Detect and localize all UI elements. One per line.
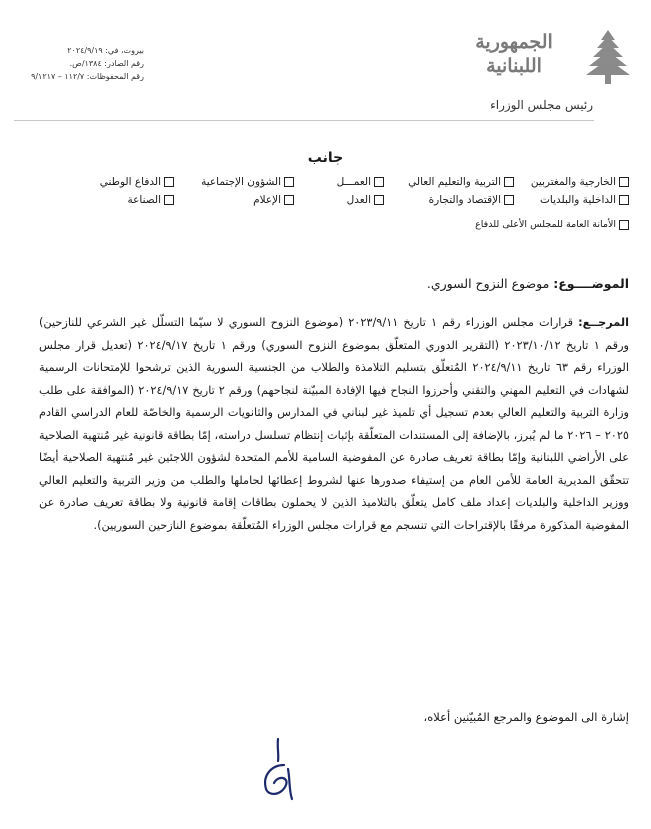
list-item: الصناعة — [84, 194, 174, 206]
checkbox-icon — [619, 177, 629, 187]
list-item: الإقتصاد والتجارة — [394, 194, 514, 206]
subject-text: موضوع النزوح السوري. — [426, 276, 550, 291]
cedar-logo-icon — [585, 28, 631, 86]
checkbox-icon — [504, 177, 514, 187]
reference-label: المرجــع: — [578, 316, 629, 329]
header-divider — [14, 120, 594, 121]
reference-numbers — [14, 44, 144, 83]
ref-date: بيروت، في: ٢٠٢٤/٩/١٩ — [67, 46, 144, 55]
checkbox-icon — [619, 220, 629, 230]
subject-label: الموضــــوع: — [553, 276, 629, 291]
distribution-list — [49, 176, 629, 206]
ref-archive-number: رقم المحفوظات: ١١٢/٧ – ٩/١٢١٧ — [31, 72, 144, 81]
reference-paragraph — [39, 312, 629, 537]
republic-title: الجمهورية اللبنانية — [475, 31, 553, 77]
distribution-heading: جانب — [307, 150, 344, 166]
list-item: التربية والتعليم العالي — [394, 176, 514, 188]
checkbox-icon — [284, 177, 294, 187]
checkbox-icon — [374, 177, 384, 187]
list-item: الداخلية والبلديات — [524, 194, 629, 206]
list-item: الأمانة العامة للمجلس الأعلى للدفاع — [475, 219, 629, 230]
list-item: الشؤون الإجتماعية — [184, 176, 294, 188]
closing-line: إشارة الى الموضوع والمرجع المُبيّنين أعلاه، — [423, 710, 629, 724]
list-item: الإعلام — [184, 194, 294, 206]
checkbox-icon — [164, 177, 174, 187]
checkbox-icon — [284, 195, 294, 205]
letterhead-emblem — [451, 20, 631, 115]
ref-outgoing-number: رقم الصادر: ١٣٨٤/ص. — [69, 59, 144, 68]
checkbox-icon — [619, 195, 629, 205]
checkbox-icon — [374, 195, 384, 205]
list-item: العمـــل — [304, 176, 384, 188]
subject-line — [427, 276, 629, 291]
checkbox-icon — [504, 195, 514, 205]
checkbox-icon — [164, 195, 174, 205]
list-item: الدفاع الوطني — [84, 176, 174, 188]
list-item: العدل — [304, 194, 384, 206]
list-item: الخارجية والمغتربين — [524, 176, 629, 188]
reference-text: قرارات مجلس الوزراء رقم ١ تاريخ ٢٠٢٣/٩/١١ (موضوع النزوح السوري لا سيّما التسلّل غير الشرعي للنازحين) ورقم ١ تاريخ ٢٠٢٣/١٠/١٢ (التقرير الدوري المتعلّق بموضوع النزوح السوري) ورقم ١ تاريخ ٢٠٢٤/٩/١٧ (تعديل قرار مجلس الوزراء رقم ٦٣ تاريخ ٢٠٢٤/٩/١١ المُتعلّق بتسليم التلامذة والطلاب من الجنسية السورية الذين ترشحوا للإمتحانات الرسمية لشهادات في التعليم المهني والتقني وأحرزوا النجاح فيها الإفادة المبيّنة لنجاحهم) ورقم ٢ تاريخ ٢٠٢٤/٩/١٧ (الموافقة على طلب وزارة التربية والتعليم العالي بعدم تسجيل أي تلميذ غير لبناني في المدارس والثانويات الرسمية والخاصّة للعام الدراسي القادم ٢٠٢٥ – ٢٠٢٦ ما لم يُبرز، بالإضافة إلى المستندات المتعلّقة بإثبات إنتظام تسلسل دراسته، إمّا بطاقة قانونية غير مُنتهية الصلاحية على الأراضي اللبنانية وإمّا بطاقة تعريف صادرة عن المفوضية السامية للأمم المتحدة لشؤون اللاجئين غير مُنتهية الصلاحية أيضًا تتحقّق المديرية العامة للأمن العام من إستيفاء صدورها عنها لشروط إعطائها لحاملها والطلب من وزير التربية والتعليم العالي ووزير الداخلية والبلديات إعداد ملف كامل يتعلّق بالتلاميذ الذين لا يحملون بطاقات إقامة قانونية ولا بطاقة تعريف صادرة عن المفوضية المذكورة مرفقًا بالإقتراحات التي تنسجم مع قرارات مجلس الوزراء المُتعلّقة بموضوع النازحين السوريين). — [39, 316, 629, 532]
office-title: رئيس مجلس الوزراء — [490, 98, 593, 112]
signature-icon — [248, 735, 302, 805]
